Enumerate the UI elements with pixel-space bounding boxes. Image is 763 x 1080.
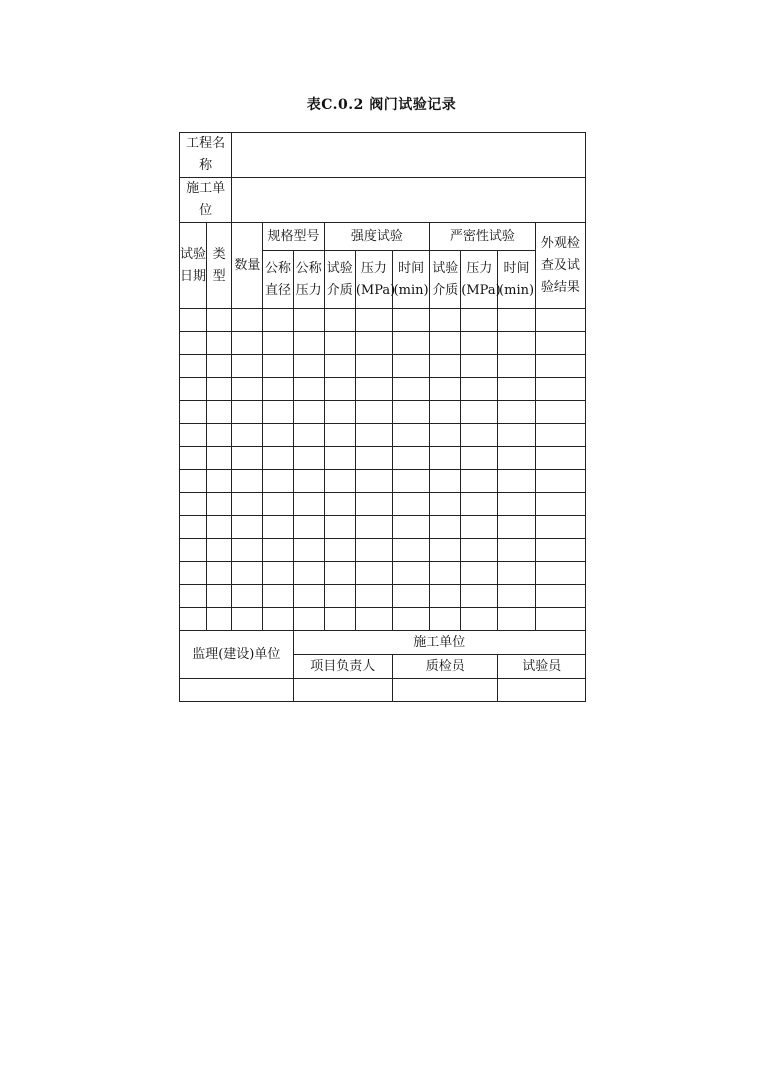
project-leader-label: 项目负责人: [293, 655, 392, 679]
tightness-medium-header: 试验介质: [430, 251, 461, 309]
valve-test-record-table: [179, 132, 586, 702]
table-row: [180, 585, 586, 608]
page-title: 表C.0.2 阀门试验记录: [306, 97, 457, 113]
strength-medium-header: 试验介质: [324, 251, 355, 309]
table-row: [180, 424, 586, 447]
table-row: [180, 332, 586, 355]
table-row: [180, 539, 586, 562]
table-row: [180, 355, 586, 378]
type-header: 类型: [207, 223, 232, 309]
table-row: [180, 401, 586, 424]
test-date-header: 试验日期: [180, 223, 207, 309]
project-name-label: 工程名称: [180, 133, 232, 178]
construction-unit-value: [232, 178, 586, 223]
table-row: [180, 608, 586, 631]
tester-signature-cell: [498, 679, 586, 702]
strength-test-header: 强度试验: [324, 223, 429, 251]
table-row: [180, 447, 586, 470]
table-row: [180, 470, 586, 493]
table-row: [180, 309, 586, 332]
construction-unit-label: 施工单位: [180, 178, 232, 223]
strength-pressure-header: 压力(MPa): [355, 251, 392, 309]
quantity-header: 数量: [232, 223, 263, 309]
quality-inspector-signature-cell: [392, 679, 497, 702]
footer-construction-unit-label: 施工单位: [293, 631, 585, 655]
tightness-pressure-header: 压力(MPa): [461, 251, 498, 309]
project-name-value: [232, 133, 586, 178]
nominal-diameter-header: 公称直径: [263, 251, 293, 309]
tightness-test-header: 严密性试验: [430, 223, 535, 251]
quality-inspector-label: 质检员: [392, 655, 497, 679]
project-leader-signature-cell: [293, 679, 392, 702]
nominal-pressure-header: 公称压力: [293, 251, 324, 309]
table-row: [180, 493, 586, 516]
table-row: [180, 378, 586, 401]
table-row: [180, 562, 586, 585]
appearance-header: 外观检查及试验结果: [535, 223, 585, 309]
supervision-unit-label: 监理(建设)单位: [180, 631, 294, 679]
tightness-time-header: 时间(min): [498, 251, 535, 309]
strength-time-header: 时间(min): [392, 251, 429, 309]
supervision-signature-cell: [180, 679, 294, 702]
table-row: [180, 516, 586, 539]
spec-model-header: 规格型号: [263, 223, 324, 251]
tester-label: 试验员: [498, 655, 586, 679]
